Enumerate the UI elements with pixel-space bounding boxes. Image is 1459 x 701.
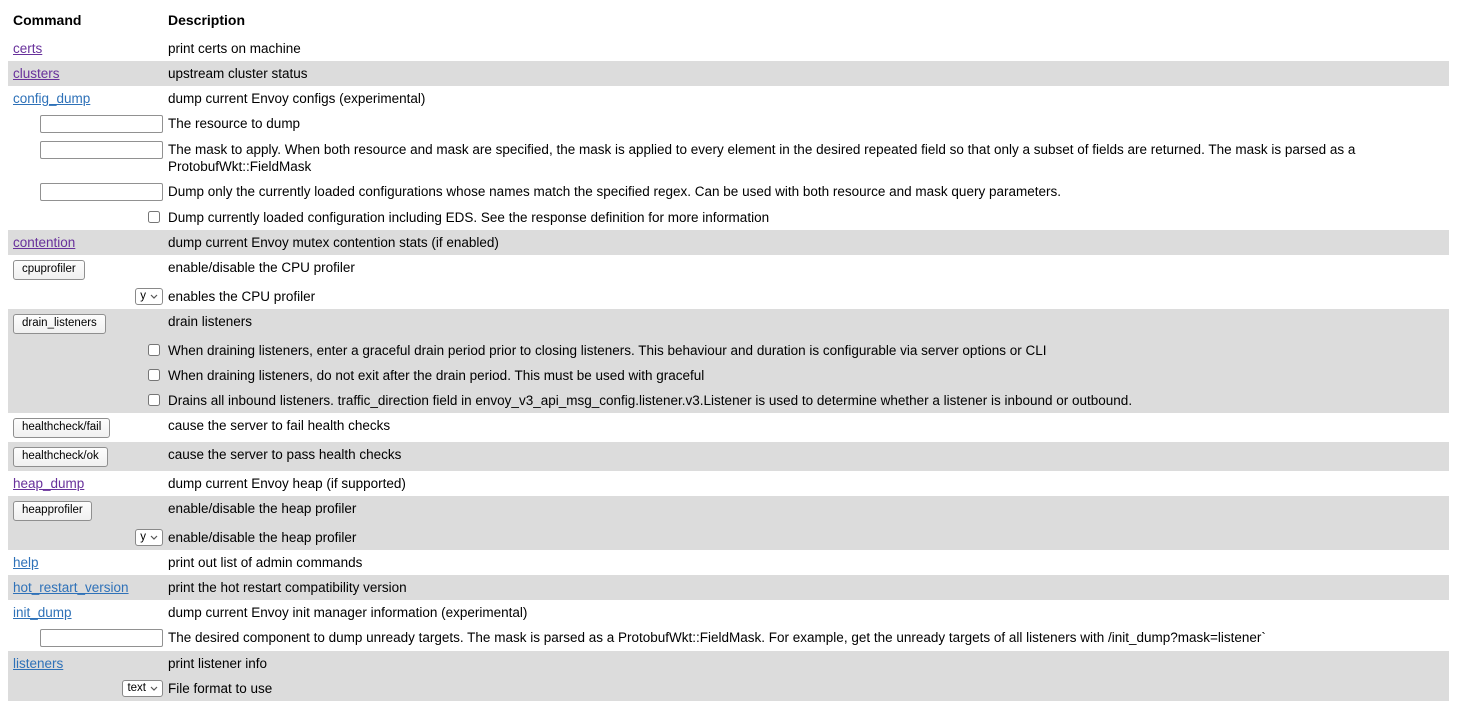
command-column-header: Command <box>13 12 82 28</box>
command-button-cpuprofiler[interactable]: cpuprofiler <box>13 260 85 280</box>
command-link-certs[interactable]: certs <box>13 41 43 56</box>
command-description: print the hot restart compatibility version <box>163 575 1449 600</box>
table-row <box>8 676 1449 701</box>
command-button-drain-listeners[interactable]: drain_listeners <box>13 314 106 334</box>
init-dump-mask-input[interactable] <box>40 629 163 647</box>
command-description: cause the server to fail health checks <box>168 418 391 433</box>
param-description: enables the CPU profiler <box>168 289 316 304</box>
command-link-clusters[interactable]: clusters <box>13 66 60 81</box>
table-row <box>8 36 1449 61</box>
select-value: y <box>140 290 146 302</box>
description-column-header: Description <box>168 12 246 28</box>
cpuprofiler-enable-select[interactable] <box>135 288 163 305</box>
command-link-heap-dump[interactable]: heap_dump <box>13 476 85 491</box>
command-button-healthcheck-fail[interactable]: healthcheck/fail <box>13 418 110 438</box>
table-row <box>8 111 1449 137</box>
chevron-down-icon <box>150 294 158 299</box>
table-row <box>8 413 1449 442</box>
drain-skip-exit-checkbox[interactable] <box>148 369 160 381</box>
table-row <box>8 284 1449 309</box>
command-description: dump current Envoy mutex contention stats (if enabled) <box>163 230 1449 255</box>
command-link-init-dump[interactable]: init_dump <box>13 605 72 620</box>
command-description: cause the server to pass health checks <box>163 442 1449 471</box>
command-description: upstream cluster status <box>163 61 1449 86</box>
param-description: The resource to dump <box>168 116 301 131</box>
table-row <box>8 651 1449 676</box>
config-dump-name-regex-input[interactable] <box>40 183 163 201</box>
param-description: Dump only the currently loaded configurations whose names match the specified regex. Can be used with both resource and mask query parameters. <box>168 184 1061 199</box>
admin-commands-table <box>8 6 1449 701</box>
command-description: print listener info <box>163 651 1449 676</box>
table-row <box>8 388 1449 413</box>
table-row <box>8 309 1449 338</box>
table-row <box>8 442 1449 471</box>
param-description: Dump currently loaded configuration including EDS. See the response definition for more information <box>168 210 770 225</box>
param-description: When draining listeners, do not exit after the drain period. This must be used with graceful <box>163 363 1449 388</box>
chevron-down-icon <box>150 535 158 540</box>
table-row <box>8 255 1449 284</box>
table-header-row <box>8 6 1449 36</box>
command-description: drain listeners <box>163 309 1449 338</box>
table-row <box>8 550 1449 575</box>
config-dump-resource-input[interactable] <box>40 115 163 133</box>
command-description: dump current Envoy heap (if supported) <box>168 476 406 491</box>
command-link-listeners[interactable]: listeners <box>13 656 64 671</box>
param-description: When draining listeners, enter a graceful drain period prior to closing listeners. This behaviour and duration is configurable via server options or CLI <box>163 338 1449 363</box>
table-row <box>8 525 1449 550</box>
table-row <box>8 363 1449 388</box>
param-description: enable/disable the heap profiler <box>163 525 1449 550</box>
table-row <box>8 86 1449 111</box>
command-button-heapprofiler[interactable]: heapprofiler <box>13 501 92 521</box>
heapprofiler-enable-select[interactable] <box>135 529 163 546</box>
command-link-help[interactable]: help <box>13 555 39 570</box>
table-row <box>8 575 1449 600</box>
listeners-format-select[interactable] <box>122 680 163 697</box>
table-row <box>8 600 1449 625</box>
table-row <box>8 61 1449 86</box>
table-row <box>8 230 1449 255</box>
select-value: text <box>127 682 146 694</box>
drain-graceful-checkbox[interactable] <box>148 344 160 356</box>
command-description: enable/disable the CPU profiler <box>168 260 355 275</box>
config-dump-mask-input[interactable] <box>40 141 163 159</box>
command-description: dump current Envoy init manager information (experimental) <box>168 605 528 620</box>
command-description: enable/disable the heap profiler <box>163 496 1449 525</box>
table-row <box>8 625 1449 651</box>
command-link-config-dump[interactable]: config_dump <box>13 91 91 106</box>
drain-inbound-only-checkbox[interactable] <box>148 394 160 406</box>
table-row <box>8 471 1449 496</box>
command-description: print certs on machine <box>168 41 301 56</box>
command-link-hot-restart-version[interactable]: hot_restart_version <box>13 580 129 595</box>
table-row <box>8 179 1449 205</box>
command-link-contention[interactable]: contention <box>13 235 76 250</box>
command-button-healthcheck-ok[interactable]: healthcheck/ok <box>13 447 108 467</box>
table-row <box>8 137 1449 179</box>
param-description: File format to use <box>163 676 1449 701</box>
param-description: The desired component to dump unready targets. The mask is parsed as a ProtobufWkt::FieldMask. For example, get the unready targets of all listeners with /init_dump?mask=listener` <box>168 630 1266 645</box>
param-description: Drains all inbound listeners. traffic_direction field in envoy_v3_api_msg_config.listener.v3.Listener is used to determine whether a listener is inbound or outbound. <box>163 388 1449 413</box>
table-row <box>8 205 1449 230</box>
config-dump-include-eds-checkbox[interactable] <box>148 211 160 223</box>
command-description: print out list of admin commands <box>168 555 363 570</box>
param-description: The mask to apply. When both resource and mask are specified, the mask is applied to every element in the desired repeated field so that only a subset of fields are returned. The mask is parsed as a ProtobufWkt::FieldMask <box>168 142 1356 174</box>
chevron-down-icon <box>150 686 158 691</box>
command-description: dump current Envoy configs (experimental) <box>168 91 426 106</box>
table-row <box>8 496 1449 525</box>
table-row <box>8 338 1449 363</box>
select-value: y <box>140 531 146 543</box>
